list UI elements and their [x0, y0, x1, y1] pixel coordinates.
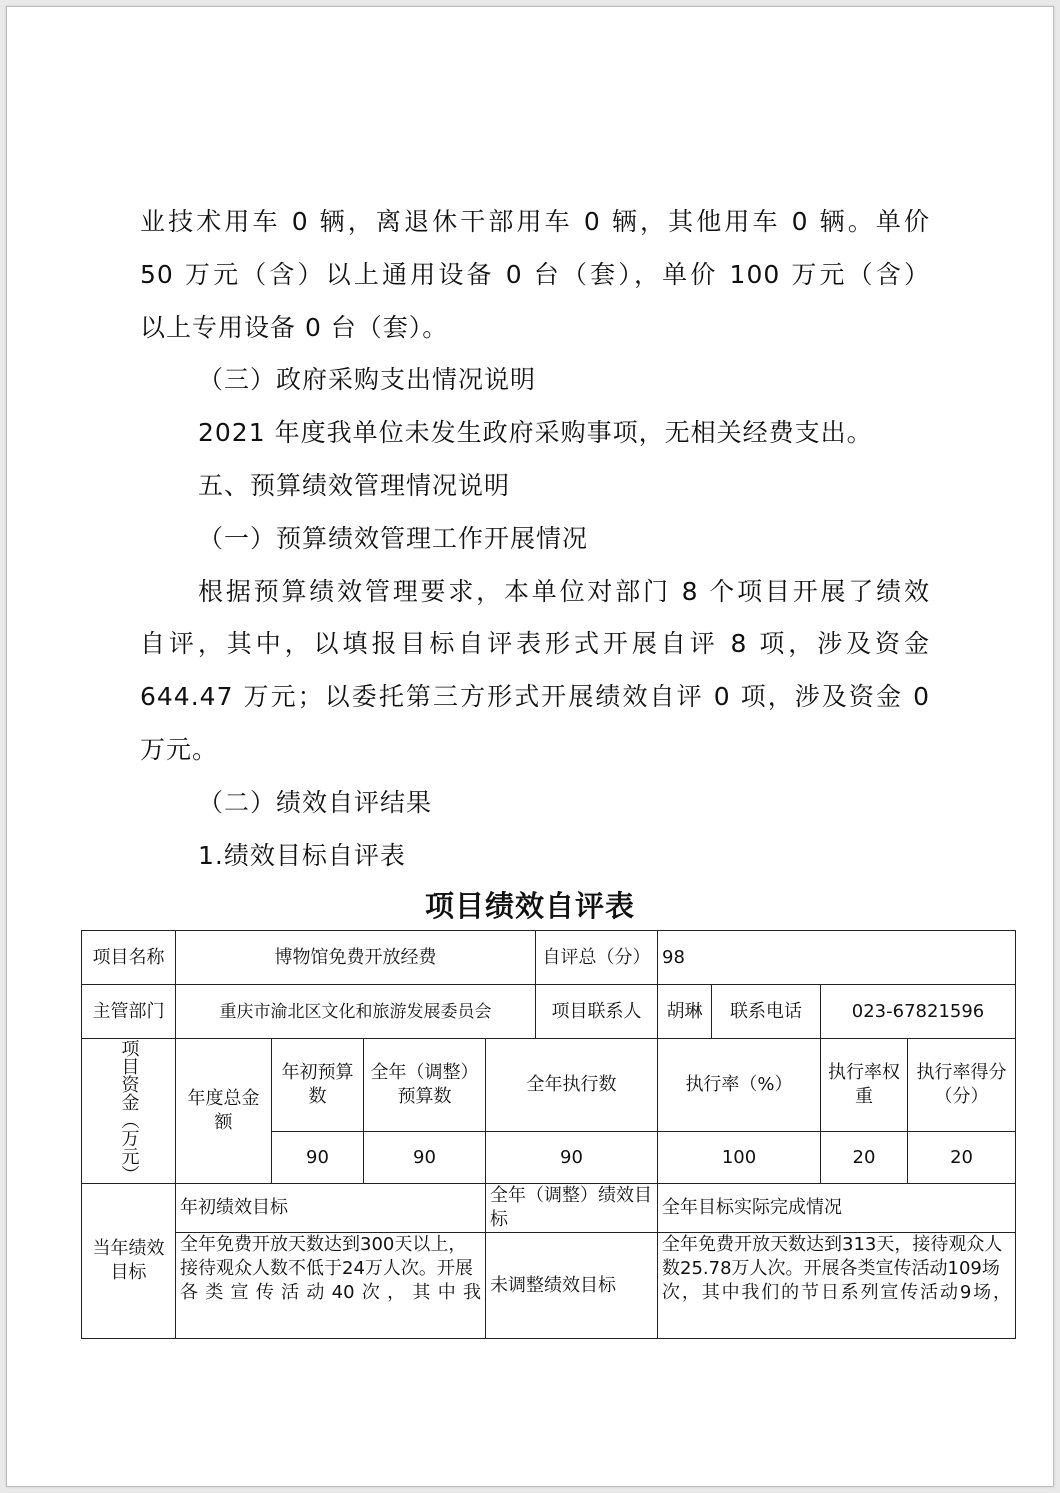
header-executed: 全年执行数 — [486, 1039, 658, 1132]
performance-table — [81, 930, 1016, 1339]
funds-label-cell — [82, 1039, 176, 1184]
header-weight: 执行率权重 — [821, 1039, 908, 1132]
dept-label: 主管部门 — [82, 985, 176, 1039]
paragraph-line: 万元。 — [140, 734, 219, 764]
value-initial-budget: 90 — [272, 1132, 364, 1184]
goal-adjusted-text: 未调整绩效目标 — [486, 1233, 658, 1339]
paragraph-line: 2021 年度我单位未发生政府采购事项，无相关经费支出。 — [198, 418, 873, 448]
goal-header-adjusted: 全年（调整）绩效目标 — [486, 1184, 658, 1233]
paragraph-line: 业技术用车 0 辆，离退休干部用车 0 辆，其他用车 0 辆。单价 — [140, 207, 930, 236]
body-text — [140, 196, 930, 882]
section-heading: （一）预算绩效管理工作开展情况 — [198, 523, 589, 553]
header-initial-budget: 年初预算数 — [272, 1039, 364, 1132]
project-name: 博物馆免费开放经费 — [176, 931, 536, 985]
value-adjusted-budget: 90 — [364, 1132, 486, 1184]
contact-label: 项目联系人 — [536, 985, 658, 1039]
header-adjusted-budget: 全年（调整）预算数 — [364, 1039, 486, 1132]
contact-name: 胡琳 — [658, 985, 712, 1039]
paragraph-line: 50 万元（含）以上通用设备 0 台（套），单价 100 万元（含） — [140, 259, 930, 289]
dept-name: 重庆市渝北区文化和旅游发展委员会 — [176, 985, 536, 1039]
phone-number: 023-67821596 — [821, 985, 1016, 1039]
goals-label: 当年绩效目标 — [82, 1184, 176, 1339]
goal-actual-text: 全年免费开放天数达到313天，接待观众人数25.78万人次。开展各类宣传活动109场次，其中我们的节日系列宣传活动9场， — [658, 1233, 1016, 1339]
paragraph-line: 自评，其中，以填报目标自评表形式开展自评 8 项，涉及资金 — [140, 629, 930, 659]
self-eval-score: 98 — [658, 931, 1016, 985]
list-item: 1.绩效目标自评表 — [198, 840, 406, 870]
paragraph-line: 644.47 万元；以委托第三方形式开展绩效自评 0 项，涉及资金 0 — [140, 682, 930, 712]
table-title: 项目绩效自评表 — [424, 889, 635, 923]
section-heading: 五、预算绩效管理情况说明 — [198, 470, 511, 500]
self-eval-label: 自评总（分） — [536, 931, 658, 985]
value-score: 20 — [908, 1132, 1016, 1184]
funds-label: 项目资金（万元） — [118, 1039, 140, 1183]
goal-header-actual: 全年目标实际完成情况 — [658, 1184, 1016, 1233]
goal-initial-text: 全年免费开放天数达到300天以上，接待观众人数不低于24万人次。开展各类宣传活动40次，其中我 — [176, 1233, 486, 1339]
value-executed: 90 — [486, 1132, 658, 1184]
value-weight: 20 — [821, 1132, 908, 1184]
header-total: 年度总金额 — [176, 1039, 272, 1184]
value-exec-rate: 100 — [658, 1132, 821, 1184]
section-heading: （三）政府采购支出情况说明 — [198, 365, 537, 395]
goal-header-initial: 年初绩效目标 — [176, 1184, 486, 1233]
paragraph-line: 以上专用设备 0 台（套）。 — [140, 312, 449, 342]
project-name-label: 项目名称 — [82, 931, 176, 985]
header-score: 执行率得分（分） — [908, 1039, 1016, 1132]
paragraph-line: 根据预算绩效管理要求，本单位对部门 8 个项目开展了绩效 — [198, 576, 930, 606]
phone-label: 联系电话 — [712, 985, 821, 1039]
section-heading: （二）绩效自评结果 — [198, 787, 433, 817]
header-exec-rate: 执行率（%） — [658, 1039, 821, 1132]
